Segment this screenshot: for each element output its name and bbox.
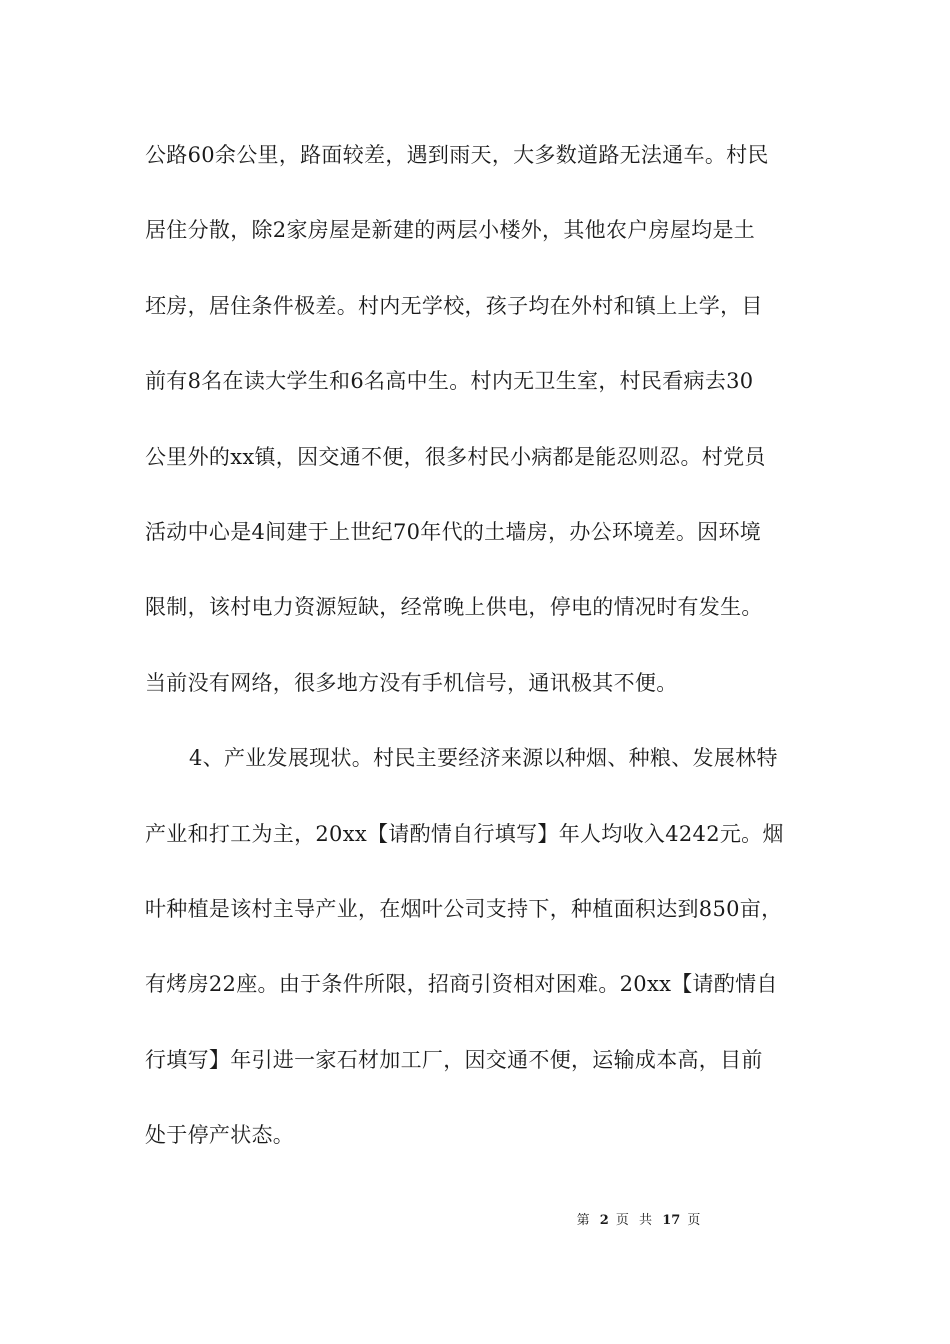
text-line: 活动中心是4间建于上世纪70年代的土墙房，办公环境差。因环境: [145, 519, 762, 544]
text-line: 当前没有网络，很多地方没有手机信号，通讯极其不便。: [145, 670, 678, 695]
text-line: 产业和打工为主，20xx【请酌情自行填写】年人均收入4242元。烟: [145, 821, 784, 846]
text-line: 行填写】年引进一家石材加工厂，因交通不便，运输成本高，目前: [145, 1047, 763, 1072]
total-pages-number: 17: [662, 1213, 681, 1228]
text-line: 前有8名在读大学生和6名高中生。村内无卫生室，村民看病去30: [145, 369, 754, 394]
footer-suffix: 页: [687, 1213, 704, 1228]
current-page-number: 2: [599, 1213, 609, 1228]
text-line: 公路60余公里，路面较差，遇到雨天，大多数道路无法通车。村民: [145, 143, 769, 167]
paragraph-heading-line: 4、产业发展现状。村民主要经济来源以种烟、种粮、发展林特: [189, 746, 778, 771]
footer-middle: 页 共: [615, 1213, 656, 1228]
text-line: 居住分散，除2家房屋是新建的两层小楼外，其他农户房屋均是土: [145, 218, 756, 243]
page-footer: [0, 1209, 950, 1228]
text-line: 叶种植是该村主导产业，在烟叶公司支持下，种植面积达到850亩，: [145, 896, 783, 921]
body-text: [145, 134, 815, 1189]
text-line: 公里外的xx镇，因交通不便，很多村民小病都是能忍则忍。村党员: [145, 444, 766, 469]
text-line: 坯房，居住条件极差。村内无学校，孩子均在外村和镇上上学，目: [145, 293, 763, 318]
footer-prefix: 第: [576, 1213, 593, 1228]
text-line: 处于停产状态。: [145, 1123, 295, 1148]
text-line: 有烤房22座。由于条件所限，招商引资相对困难。20xx【请酌情自: [145, 972, 778, 997]
text-line: 限制，该村电力资源短缺，经常晚上供电，停电的情况时有发生。: [145, 595, 763, 620]
